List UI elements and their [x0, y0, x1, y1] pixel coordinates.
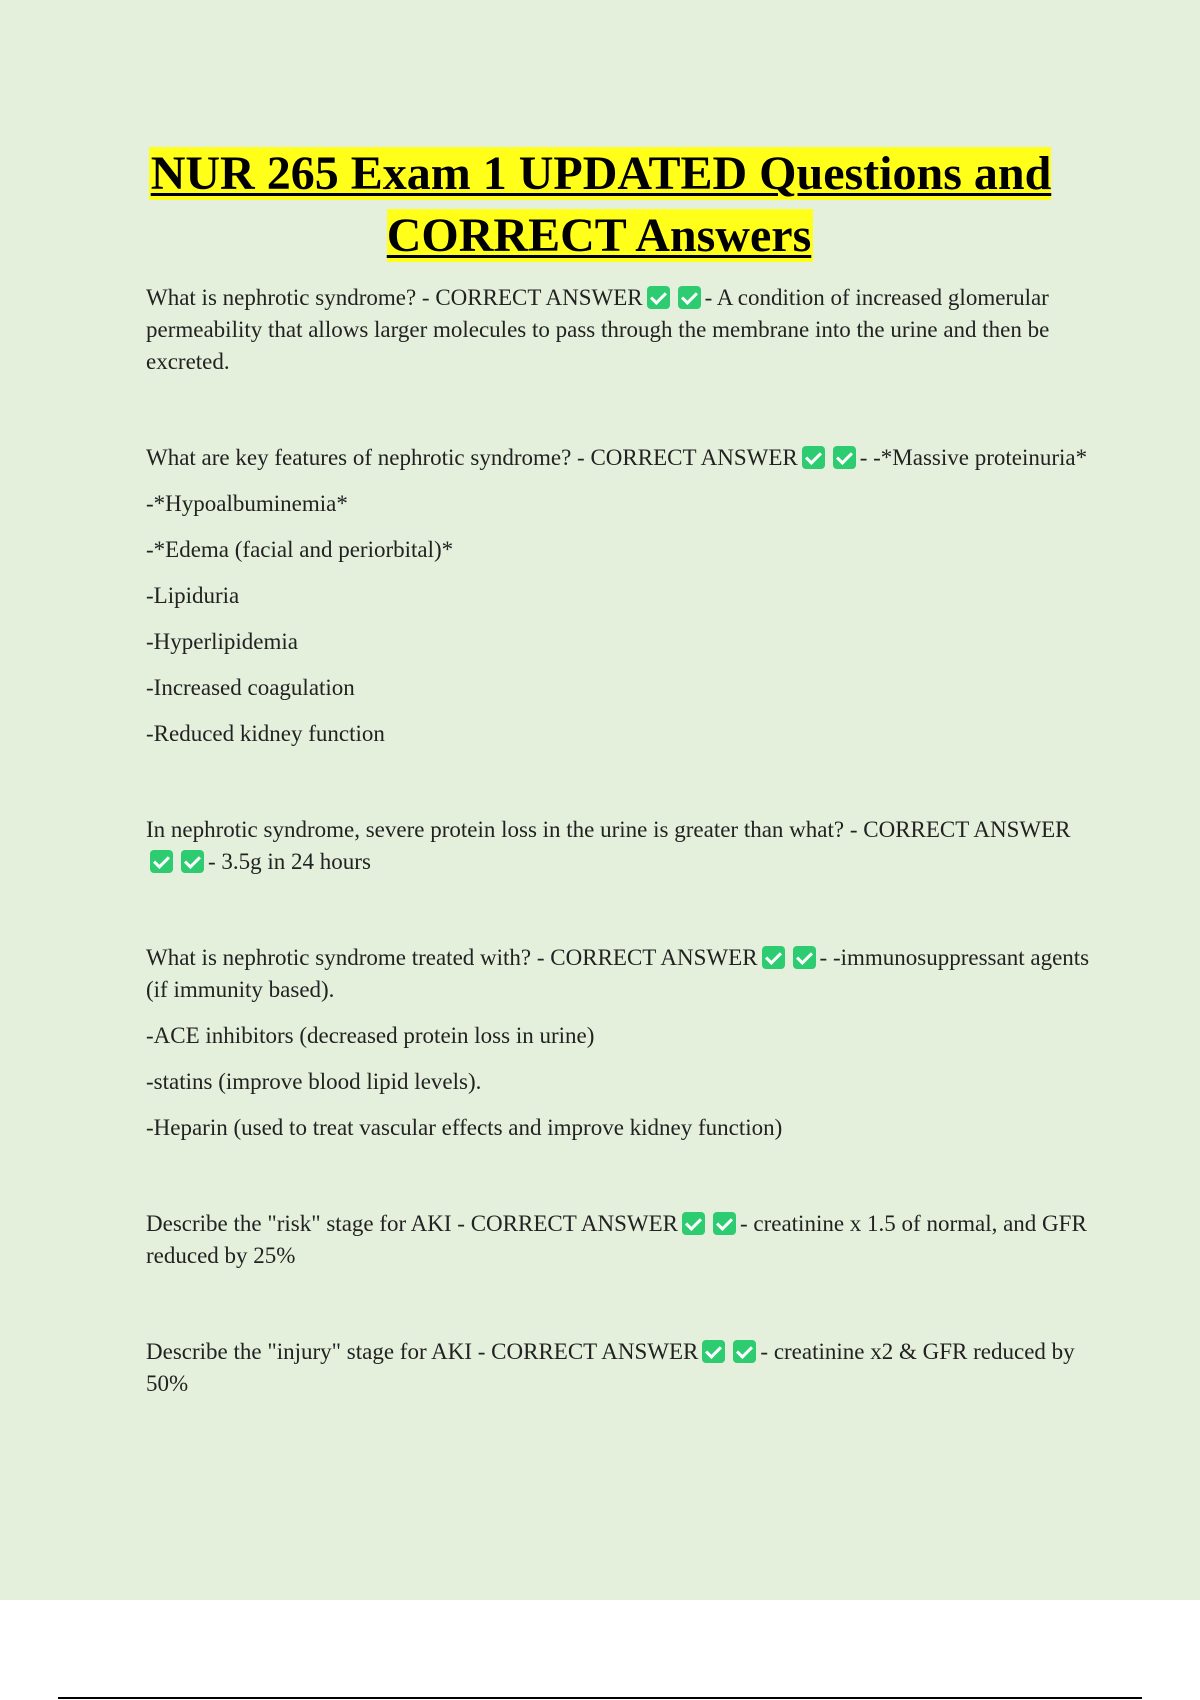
answer-line: -Heparin (used to treat vascular effects and improve kidney function): [146, 1115, 783, 1140]
answer-text: - -immunosuppressant agents (if immunity based).: [146, 945, 1090, 1002]
answer-text: - -*Massive proteinuria*: [859, 445, 1088, 470]
answer-line: -*Edema (facial and periorbital)*: [146, 537, 454, 562]
check-box-icon: [762, 946, 785, 969]
question-text: Describe the "injury" stage for AKI - CORRECT ANSWER: [146, 1339, 699, 1364]
qa-item: [146, 942, 1096, 1006]
answer-line: -statins (improve blood lipid levels).: [146, 1069, 482, 1094]
answer-line: -Reduced kidney function: [146, 721, 385, 746]
document-title-text: NUR 265 Exam 1 UPDATED Questions and CORRECT Answers: [150, 147, 1052, 262]
answer-line: -*Hypoalbuminemia*: [146, 491, 348, 516]
qa-list: [146, 282, 1096, 1414]
qa-item: [146, 814, 1096, 878]
check-box-icon: [678, 286, 701, 309]
check-box-icon: [181, 850, 204, 873]
check-box-icon: [150, 850, 173, 873]
question-text: What is nephrotic syndrome? - CORRECT ANSWER: [146, 285, 643, 310]
spacer: [146, 764, 1096, 814]
question-text: In nephrotic syndrome, severe protein loss in the urine is greater than what? - CORRECT ANSWER: [146, 817, 1071, 842]
answer-line: -Increased coagulation: [146, 675, 355, 700]
spacer: [146, 1286, 1096, 1336]
check-box-icon: [793, 946, 816, 969]
answer-text: - A condition of increased glomerular permeability that allows larger molecules to pass through the membrane into the urine and then be excreted.: [146, 285, 1050, 374]
spacer: [146, 1158, 1096, 1208]
qa-item: [146, 442, 1096, 474]
document-title: [100, 143, 1100, 267]
answer-line: -Lipiduria: [146, 583, 240, 608]
footer-divider: [58, 1697, 1142, 1699]
answer-text: - 3.5g in 24 hours: [208, 849, 371, 874]
check-box-icon: [733, 1340, 756, 1363]
check-box-icon: [802, 446, 825, 469]
check-box-icon: [833, 446, 856, 469]
spacer: [146, 892, 1096, 942]
check-box-icon: [647, 286, 670, 309]
answer-line: -Hyperlipidemia: [146, 629, 299, 654]
qa-item: [146, 282, 1096, 378]
question-text: What are key features of nephrotic syndrome? - CORRECT ANSWER: [146, 445, 798, 470]
answer-text: - creatinine x 1.5 of normal, and GFR reduced by 25%: [146, 1211, 1087, 1268]
check-box-icon: [713, 1212, 736, 1235]
answer-text: - creatinine x2 & GFR reduced by 50%: [146, 1339, 1075, 1396]
answer-line: -ACE inhibitors (decreased protein loss in urine): [146, 1023, 595, 1048]
question-text: Describe the "risk" stage for AKI - CORRECT ANSWER: [146, 1211, 678, 1236]
question-text: What is nephrotic syndrome treated with? - CORRECT ANSWER: [146, 945, 758, 970]
check-box-icon: [682, 1212, 705, 1235]
qa-item: [146, 1208, 1096, 1272]
check-box-icon: [702, 1340, 725, 1363]
qa-item: [146, 1336, 1096, 1400]
spacer: [146, 392, 1096, 442]
